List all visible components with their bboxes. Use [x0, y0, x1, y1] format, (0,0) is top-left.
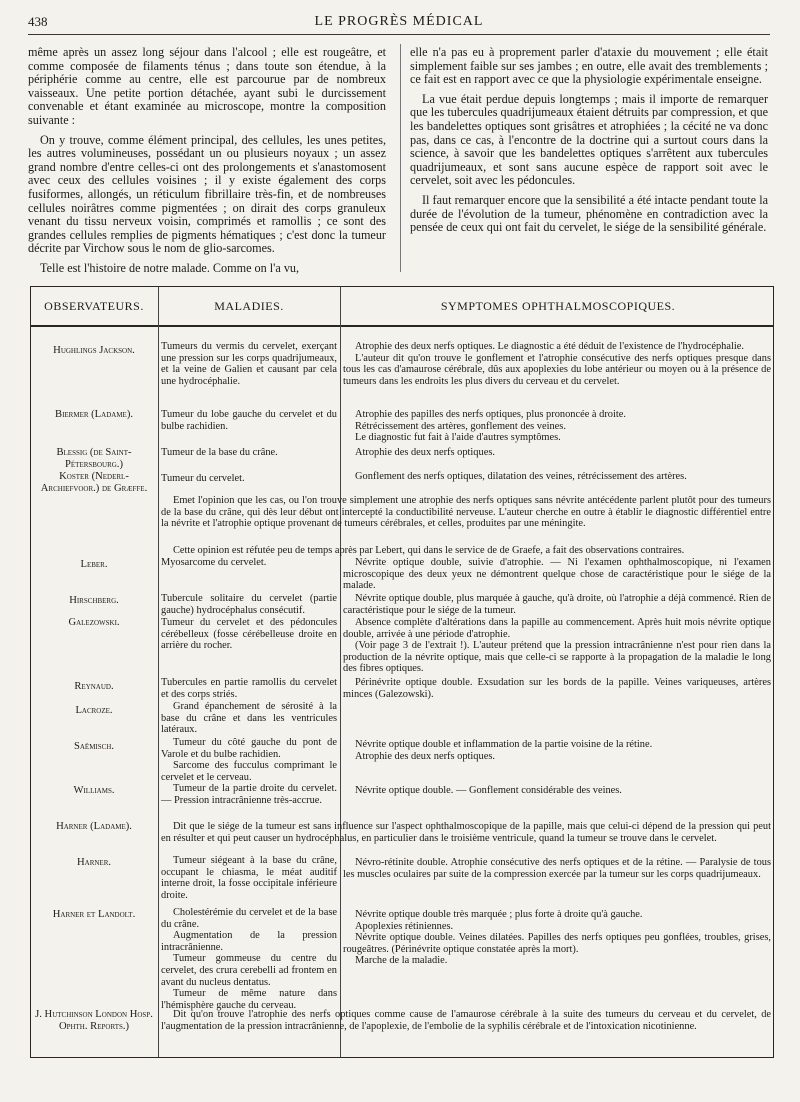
disease-galezowski: Tumeur du cervelet et des pédoncules cérébelleux (fosse cérébelleuse droite en arrière du rocher.	[161, 617, 337, 652]
symptom-text: L'auteur dit qu'on trouve le gonflement et l'atrophie consécutive des nerfs optiques presque dans tous les cas d'amaurose cérébrale, dûs aux apoplexies du lobe antérieur ou moyen ou à la présence de tumeurs dans les endroits les plus divers du cerveau et du cervelet.	[343, 352, 771, 387]
right-column	[410, 46, 768, 274]
symptom-text: Névrite optique double. Veines dilatées. Papilles des nerfs optiques peu gonflées, troubles, grises, rougeâtres. (Périnévrite optique constatée après la mort).	[343, 932, 771, 955]
symptom-text: Névrite optique double très marquée ; plus forte à droite qu'à gauche.	[355, 909, 643, 920]
observer-lacroze: Lacroze.	[75, 705, 113, 716]
disease-harner-landolt	[161, 907, 337, 1011]
symptoms-leber: Névrite optique double, suivie d'atrophie. — Ni l'examen ophthalmoscopique, ni l'examen microscopique des deux yeux ne démontrent quelque chose de caractéristique pour le siége de la malade.	[343, 557, 771, 592]
symptoms-reynaud: Périnévrite optique double. Exsudation sur les bords de la papille. Veines variqueuses, artères minces (Galezowski).	[343, 677, 771, 700]
symptom-text: Absence complète d'altérations dans la papille au commencement. Après huit mois névrite optique double, arrivée à une période d'atrophie.	[343, 617, 771, 640]
symptoms-jackson	[343, 341, 771, 387]
page-header	[28, 12, 770, 35]
paragraph: On y trouve, comme élément principal, des cellules, les unes petites, les autres volumineuses, possédant un ou plusieurs noyaux ; un assez grand nombre d'entre celles-ci ont des prolongements et s'anastomosent avec ceux des cellules voisines ; il y existe également des corps fusiformes, allongés, un réticulum fibrillaire très-fin, et de nombreuses cellules noirâtres comme pigmentées ; on dirait des corps granuleux venant du tissu nerveux voisin, comprimés et ramollis ; ce sont des grandes cellules remplies de pigments hématiques ; c'est donc la tumeur décrite par Virchow sous le nom de glio-sarcomes.	[28, 132, 386, 256]
observer-koster: Koster (Nederl-Archiefvoor.) de Græffe.	[40, 471, 148, 494]
disease-williams: Tumeur de la partie droite du cervelet. — Pression intracrânienne très-accrue.	[161, 783, 337, 806]
observer-biermer: Biermer (Ladame).	[55, 409, 133, 420]
symptoms-koster: Gonflement des nerfs optiques, dilatation des veines, rétrécissement des artères.	[355, 471, 687, 482]
harner-ladame-note: Dit que le siége de la tumeur est sans influence sur l'aspect ophthalmoscopique de la papille, mais que celui-ci dépend de la pression qui peut en résulter et qui peut causer un hydrocéphalus, en particulier dans le troisième ventricule, quand la tumeur se trouve dans le cervelet.	[161, 821, 771, 844]
hutchinson-note: Dit qu'on trouve l'atrophie des nerfs optiques comme cause de l'amaurose cérébrale à la suite des tumeurs du cerveau et du cervelet, de l'augmentation de la pression intracrânienne, de l'apoplexie, de l'embolie de la syphilis cérébrale et de l'intoxication nicotinienne.	[161, 1009, 771, 1032]
disease-text: Cholestérémie du cervelet et de la base du crâne.	[161, 907, 337, 930]
symptoms-saemisch	[343, 739, 771, 762]
table-body	[31, 327, 773, 1057]
disease-harner: Tumeur siégeant à la base du crâne, occupant le chiasma, le méat auditif interne droit, la fosse occipitale inférieure droite.	[161, 855, 337, 901]
disease-text: Tumeur de même nature dans l'hémisphère gauche du cerveau.	[161, 988, 337, 1011]
symptom-text: Apoplexies rétiniennes.	[355, 920, 454, 932]
disease-text: Tumeur gommeuse du centre du cervelet, des crura cerebelli ad frontem en avant du nucleus dentatus.	[161, 953, 337, 988]
symptoms-galezowski	[343, 617, 771, 675]
observer-blessig: Blessig (de Saint-Pétersbourg.)	[56, 447, 132, 470]
symptom-text: Le diagnostic fut fait à l'aide d'autres symptômes.	[355, 432, 561, 444]
disease-koster: Tumeur du cervelet.	[161, 473, 245, 484]
header-diseases: MALADIES.	[214, 299, 284, 313]
disease-hirschberg: Tubercule solitaire du cervelet (partie gauche) hydrocéphalus consécutif.	[161, 593, 337, 616]
symptoms-blessig: Atrophie des deux nerfs optiques.	[355, 447, 495, 458]
symptom-text: Atrophie des deux nerfs optiques. Le diagnostic a été déduit de l'existence de l'hydrocéphalie.	[355, 341, 744, 352]
symptoms-williams: Névrite optique double. — Gonflement considérable des veines.	[355, 785, 622, 796]
graefe-note: Emet l'opinion que les cas, ou l'on trouve simplement une atrophie des nerfs optiques sans névrite antécédente parlent plutôt pour des tumeurs de la base du crâne, qui dès leur début ont intercepté la conductibilité nerveuse. L'auteur cherche en outre à établir le diagnostic différentiel entre la névrite et l'atrophie optique provenant de tumeurs cérébrales, et celles, produites par une méningite.	[161, 495, 771, 530]
observer-galezowski: Galezowski.	[68, 617, 120, 628]
symptom-text: (Voir page 3 de l'extrait !). L'auteur prétend que la pression intracrânienne n'est pour rien dans la production de la névrite optique, mais que celle-ci se rapporte à la propagation de la maladie le long des fibres optiques.	[343, 640, 771, 675]
lebert-note: Cette opinion est réfutée peu de temps après par Lebert, qui dans le service de de Graefe, a fait des observations contraires.	[173, 545, 685, 556]
disease-leber: Myosarcome du cervelet.	[161, 557, 267, 568]
disease-text: Sarcome des fucculus comprimant le cervelet et le cerveau.	[161, 760, 337, 783]
observer-williams: Williams.	[73, 785, 115, 796]
header-symptoms: SYMPTOMES OPHTHALMOSCOPIQUES.	[440, 299, 676, 313]
observer-hutchinson: J. Hutchinson London Hosp. Ophth. Reports.)	[35, 1009, 153, 1032]
symptoms-biermer	[343, 409, 771, 444]
disease-reynaud: Tubercules en partie ramollis du cervelet et des corps striés.	[161, 677, 337, 700]
paragraph: La vue était perdue depuis longtemps ; mais il importe de remarquer que les tubercules quadrijumeaux étaient détruits par compression, et que les bandelettes optiques sont grisâtres et atrophiées ; la cécité ne va donc pas, dans ce cas, à l'encontre de la doctrine qui a surtout cours dans la science, à savoir que les bandelettes optiques s'arrêtent aux tubercules quadrijumeaux, et sont sans aucune espèce de rapport soit avec le cervelet, soit avec les pédoncules.	[410, 91, 768, 188]
observer-harner: Harner.	[76, 857, 112, 868]
paragraph: même après un assez long séjour dans l'alcool ; elle est rougeâtre, et comme composée de filaments ténus ; dans toute son étendue, à la périphérie comme au centre, elle est parcourue par de nombreux vaisseaux. Une petite portion détachée, ayant subi le durcissement convenable et étant examinée au microscope, montre la composition suivante :	[28, 45, 386, 127]
observer-hirschberg: Hirschberg.	[69, 595, 119, 606]
header-observers: OBSERVATEURS.	[44, 299, 144, 313]
symptom-text: Atrophie des deux nerfs optiques.	[355, 750, 495, 762]
table-header	[31, 287, 773, 327]
disease-saemisch	[161, 737, 337, 783]
symptom-text: Névrite optique double et inflammation de la partie voisine de la rétine.	[355, 739, 653, 750]
journal-title: LE PROGRÈS MÉDICAL	[314, 14, 484, 29]
column-divider	[400, 44, 401, 272]
paragraph: Il faut remarquer encore que la sensibilité a été intacte pendant toute la durée de l'évolution de la tumeur, phénomène en contradiction avec la pensée de ceux qui ont fait du cervelet, le siége de la sensibilité générale.	[410, 192, 768, 235]
observer-jackson: Hughlings Jackson.	[53, 345, 135, 356]
observer-saemisch: Saëmisch.	[73, 741, 115, 752]
symptom-text: Rétrécissement des artères, gonflement des veines.	[355, 420, 566, 432]
disease-jackson: Tumeurs du vermis du cervelet, exerçant une pression sur les corps quadrijumeaux, et la veine de Galien et causant par cela une hydrocéphalie.	[161, 341, 337, 387]
disease-biermer: Tumeur du lobe gauche du cervelet et du bulbe rachidien.	[161, 409, 337, 432]
disease-text: Augmentation de la pression intracrânienne.	[161, 930, 337, 953]
text-columns	[28, 46, 768, 274]
observations-table	[30, 286, 774, 1058]
disease-text: Tumeur du côté gauche du pont de Varole et du bulbe rachidien.	[161, 737, 337, 760]
paragraph: Telle est l'histoire de notre malade. Comme on l'a vu,	[40, 260, 300, 275]
left-column	[28, 46, 386, 274]
observer-harner-ladame: Harner (Ladame).	[56, 821, 132, 832]
symptoms-harner: Névro-rétinite double. Atrophie consécutive des nerfs optiques et de la rétine. — Paralysie de tous les muscles oculaires par suite de la compression exercée par la tumeur sur les corps quadrijumeaux.	[343, 857, 771, 880]
symptoms-harner-landolt	[343, 909, 771, 967]
symptoms-hirschberg: Névrite optique double, plus marquée à gauche, qu'à droite, où l'atrophie a déjà commencé. Rien de caractéristique pour le siége de la tumeur.	[343, 593, 771, 616]
observer-harner-landolt: Harner et Landolt.	[52, 909, 136, 920]
paragraph: elle n'a pas eu à proprement parler d'ataxie du mouvement ; elle était simplement faible sur ses jambes ; en outre, elle avait des tremblements ; ce fait est en rapport avec ce que la physiologie expérimentale enseigne.	[410, 45, 768, 87]
disease-blessig: Tumeur de la base du crâne.	[161, 447, 278, 458]
disease-lacroze: Grand épanchement de sérosité à la base du crâne et dans les ventricules latéraux.	[161, 701, 337, 736]
observer-reynaud: Reynaud.	[74, 681, 114, 692]
observer-leber: Leber.	[80, 559, 108, 570]
symptom-text: Marche de la maladie.	[355, 955, 448, 967]
symptom-text: Atrophie des papilles des nerfs optiques, plus prononcée à droite.	[355, 409, 626, 420]
page-number: 438	[28, 14, 48, 29]
